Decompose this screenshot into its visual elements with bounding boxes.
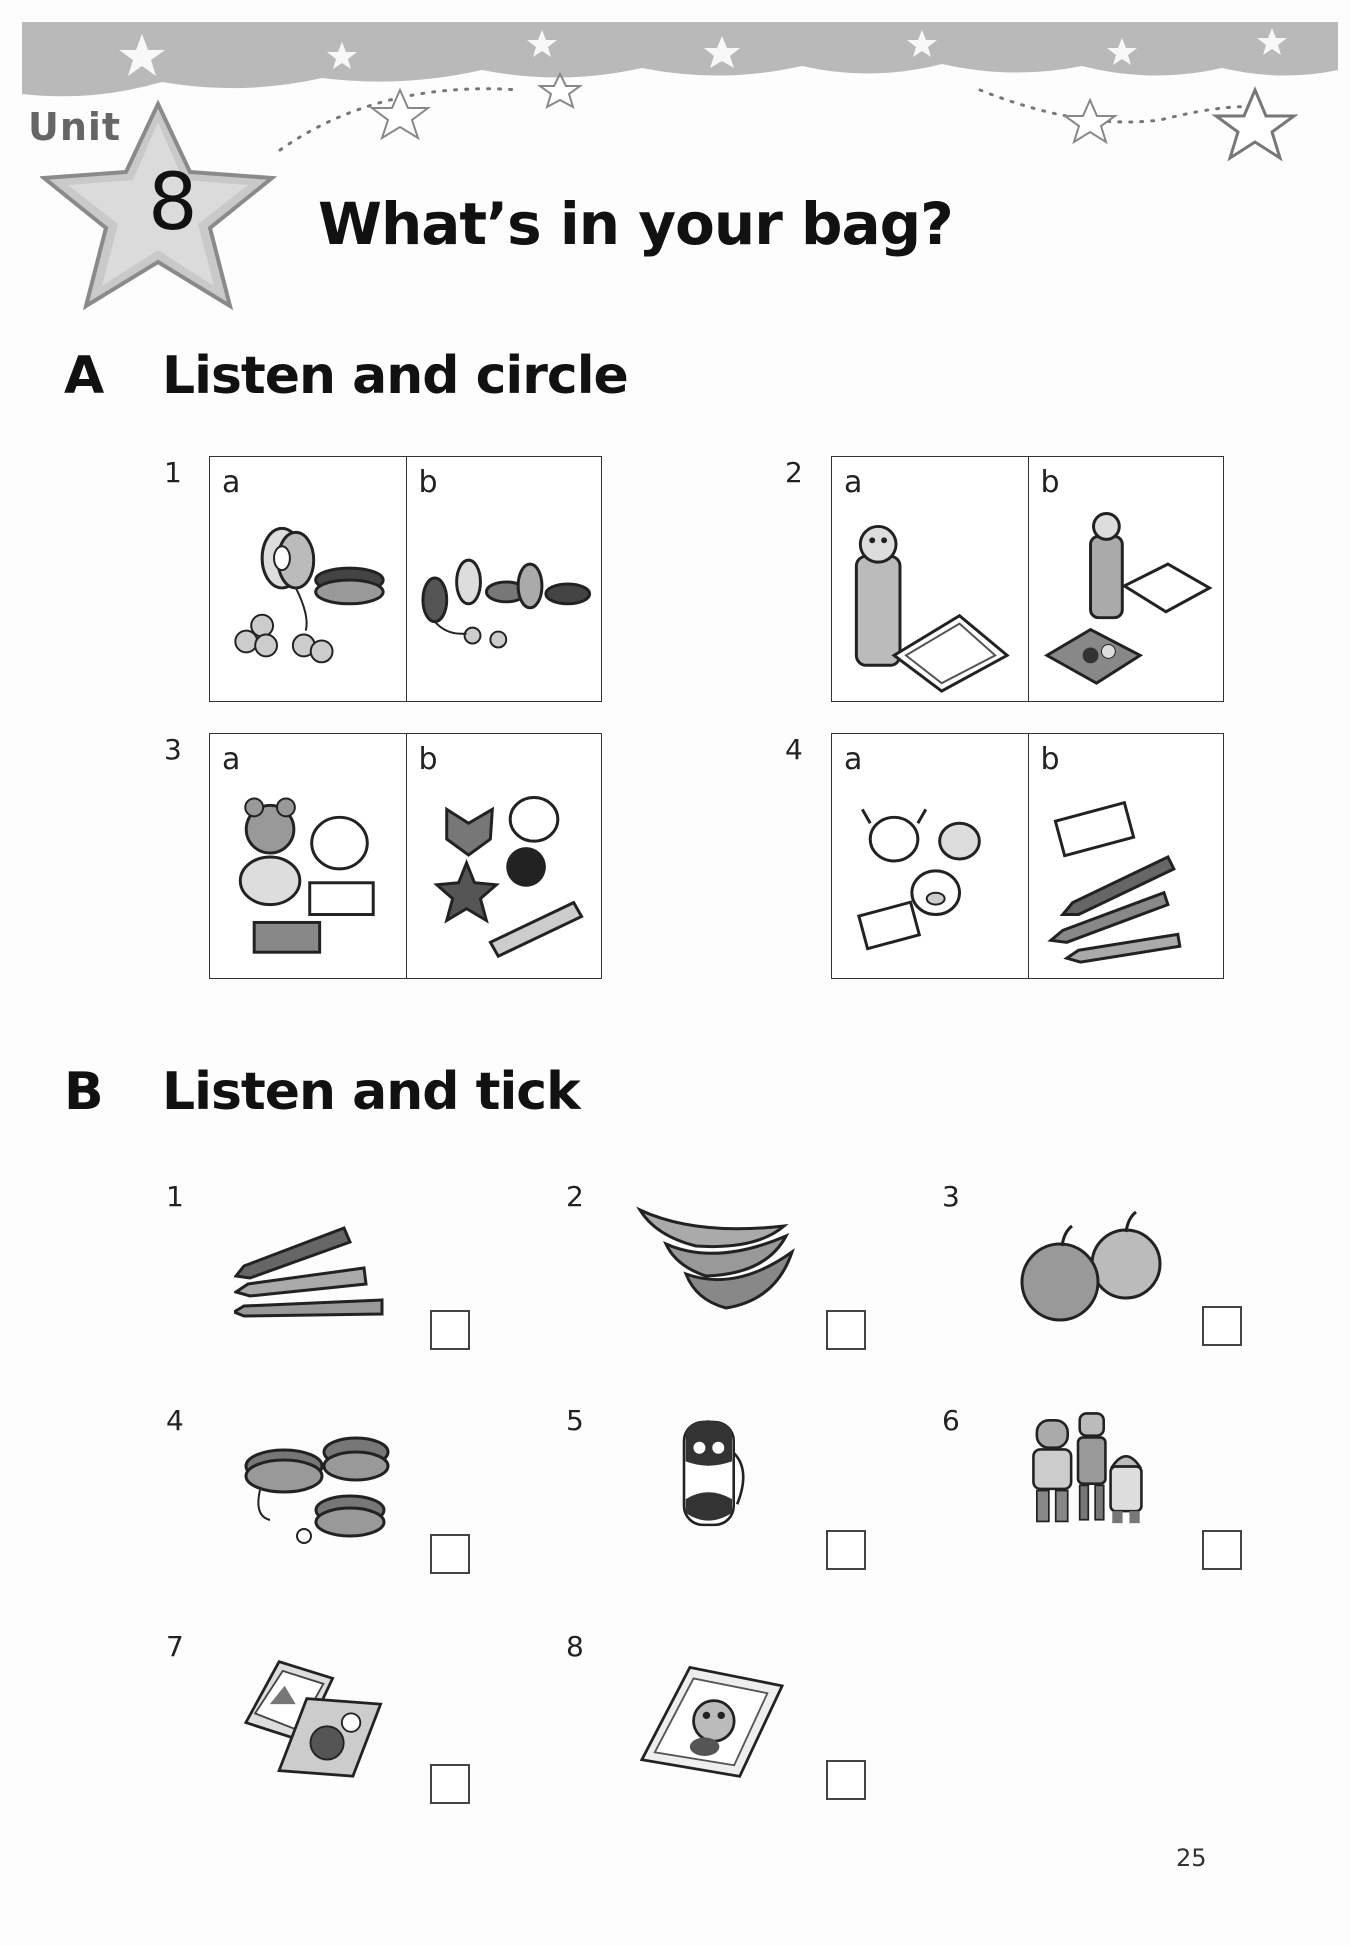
b-item-number: 2	[566, 1180, 584, 1213]
tick-box[interactable]	[1202, 1530, 1242, 1570]
stickers-and-ruler-icon	[407, 734, 602, 978]
b-item-number: 8	[566, 1630, 584, 1663]
choice-option[interactable]	[832, 734, 1028, 978]
dotted-star-trail-decoration	[260, 60, 1320, 180]
choice-letter: a	[844, 742, 863, 777]
tick-box[interactable]	[430, 1764, 470, 1804]
a-item-number: 3	[164, 733, 182, 766]
eraser-and-pencils-icon	[1029, 734, 1224, 978]
b-item-number: 7	[166, 1630, 184, 1663]
choice-letter: b	[1040, 742, 1060, 777]
choice-option[interactable]	[1028, 457, 1224, 701]
choice-option[interactable]	[1028, 734, 1224, 978]
b-item-number: 6	[942, 1404, 960, 1437]
a-item-3-choices	[209, 733, 602, 979]
stickers-and-eraser-icon	[210, 734, 406, 978]
page-title: What’s in your bag?	[318, 190, 953, 258]
choice-option[interactable]	[406, 457, 602, 701]
b-item-number: 4	[166, 1404, 184, 1437]
panda-water-bottle-icon	[640, 1410, 800, 1530]
unit-number: 8	[148, 158, 198, 248]
choice-letter: a	[844, 465, 863, 500]
water-bottle-and-card-icon	[832, 457, 1028, 701]
b-item-number: 1	[166, 1180, 184, 1213]
animal-stickers-icon	[832, 734, 1028, 978]
a-item-4-choices	[831, 733, 1224, 979]
choice-letter: b	[1040, 465, 1060, 500]
b-item-number: 5	[566, 1404, 584, 1437]
a-item-1-choices	[209, 456, 602, 702]
yo-yos-icon	[407, 457, 602, 701]
apples-icon	[1014, 1206, 1174, 1326]
choice-letter: b	[418, 465, 438, 500]
choice-letter: a	[222, 742, 241, 777]
section-b-title: Listen and tick	[162, 1062, 580, 1122]
a-item-number: 2	[785, 456, 803, 489]
tick-box[interactable]	[826, 1760, 866, 1800]
yo-yos-icon	[240, 1426, 400, 1546]
section-b-letter: B	[64, 1062, 104, 1122]
page-number: 25	[1176, 1844, 1207, 1872]
water-bottle-cards-icon	[1029, 457, 1224, 701]
storybooks-icon	[236, 1658, 396, 1778]
a-item-2-choices	[831, 456, 1224, 702]
tick-box[interactable]	[430, 1310, 470, 1350]
tick-box[interactable]	[430, 1534, 470, 1574]
choice-option[interactable]	[210, 457, 406, 701]
tick-box[interactable]	[1202, 1306, 1242, 1346]
choice-option[interactable]	[832, 457, 1028, 701]
tick-box[interactable]	[826, 1530, 866, 1570]
tick-box[interactable]	[826, 1310, 866, 1350]
choice-letter: a	[222, 465, 241, 500]
a-item-number: 4	[785, 733, 803, 766]
choice-letter: b	[418, 742, 438, 777]
a-item-number: 1	[164, 456, 182, 489]
bananas-icon	[636, 1196, 796, 1316]
b-item-number: 3	[942, 1180, 960, 1213]
pencils-icon	[234, 1206, 394, 1326]
unit-label: Unit	[28, 105, 122, 149]
robots-icon	[1010, 1410, 1170, 1530]
choice-option[interactable]	[210, 734, 406, 978]
section-a-title: Listen and circle	[162, 346, 628, 406]
yo-yo-and-marbles-icon	[210, 457, 406, 701]
sticker-sheet-icon	[632, 1660, 792, 1780]
section-a-letter: A	[64, 346, 105, 406]
choice-option[interactable]	[406, 734, 602, 978]
